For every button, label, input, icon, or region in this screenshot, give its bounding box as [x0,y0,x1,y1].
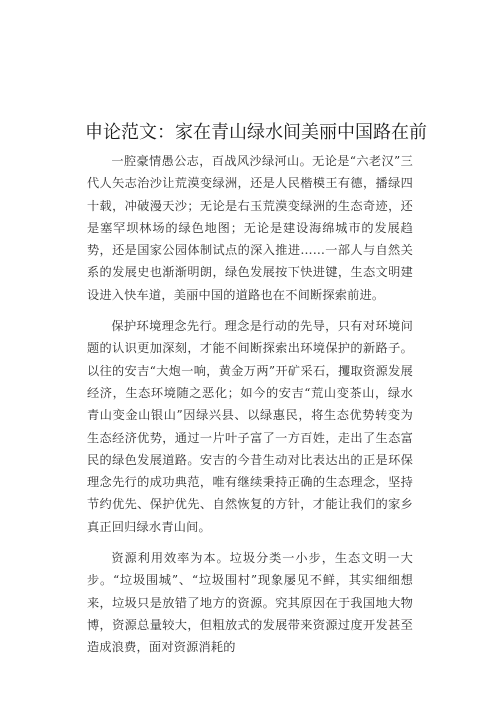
paragraph: 资源利用效率为本。垃圾分类一小步，生态文明一大步。“垃圾围城”、“垃圾围村”现象屡见不鲜，其实细细想来，垃圾只是放错了地方的资源。究其原因在于我国地大物博，资源总量较大，但粗放式的发展带来资源过度开发甚至造成浪费，面对资源消耗的 [87,551,413,655]
paragraph: 一腔豪情愚公志，百战风沙绿河山。无论是“六老汉”三代人矢志治沙让荒漠变绿洲，还是人民楷模王有德，播绿四十载，冲破漫天沙；无论是右玉荒漠变绿洲的生态奇迹，还是塞罕坝林场的绿色地图；无论是建设海绵城市的发展趋势，还是国家公园体制试点的深入推进……一部人与自然关系的发展史也渐渐明朗，绿色发展按下快进键，生态文明建设进入快车道，美丽中国的道路也在不间断探索前进。 [87,154,413,302]
document-body [87,150,413,668]
document-title: 申论范文：家在青山绿水间美丽中国路在前 [85,122,427,143]
paragraph: 保护环境理念先行。理念是行动的先导，只有对环境问题的认识更加深刻，才能不间断探索出环境保护的新路子。以往的安吉“大炮一响，黄金万两”开矿采石，攫取资源发展经济，生态环境随之恶化；如今的安吉“荒山变茶山，绿水青山变金山银山”因绿兴县、以绿惠民，将生态优势转变为生态经济优势，通过一片叶子富了一方百姓，走出了生态富民的绿色发展道路。安吉的今昔生动对比表达出的正是环保理念先行的成功典范，唯有继续秉持正确的生态理念，坚持节约优先、保护优先、自然恢复的方针，才能让我们的家乡真正回归绿水青山间。 [87,319,413,534]
